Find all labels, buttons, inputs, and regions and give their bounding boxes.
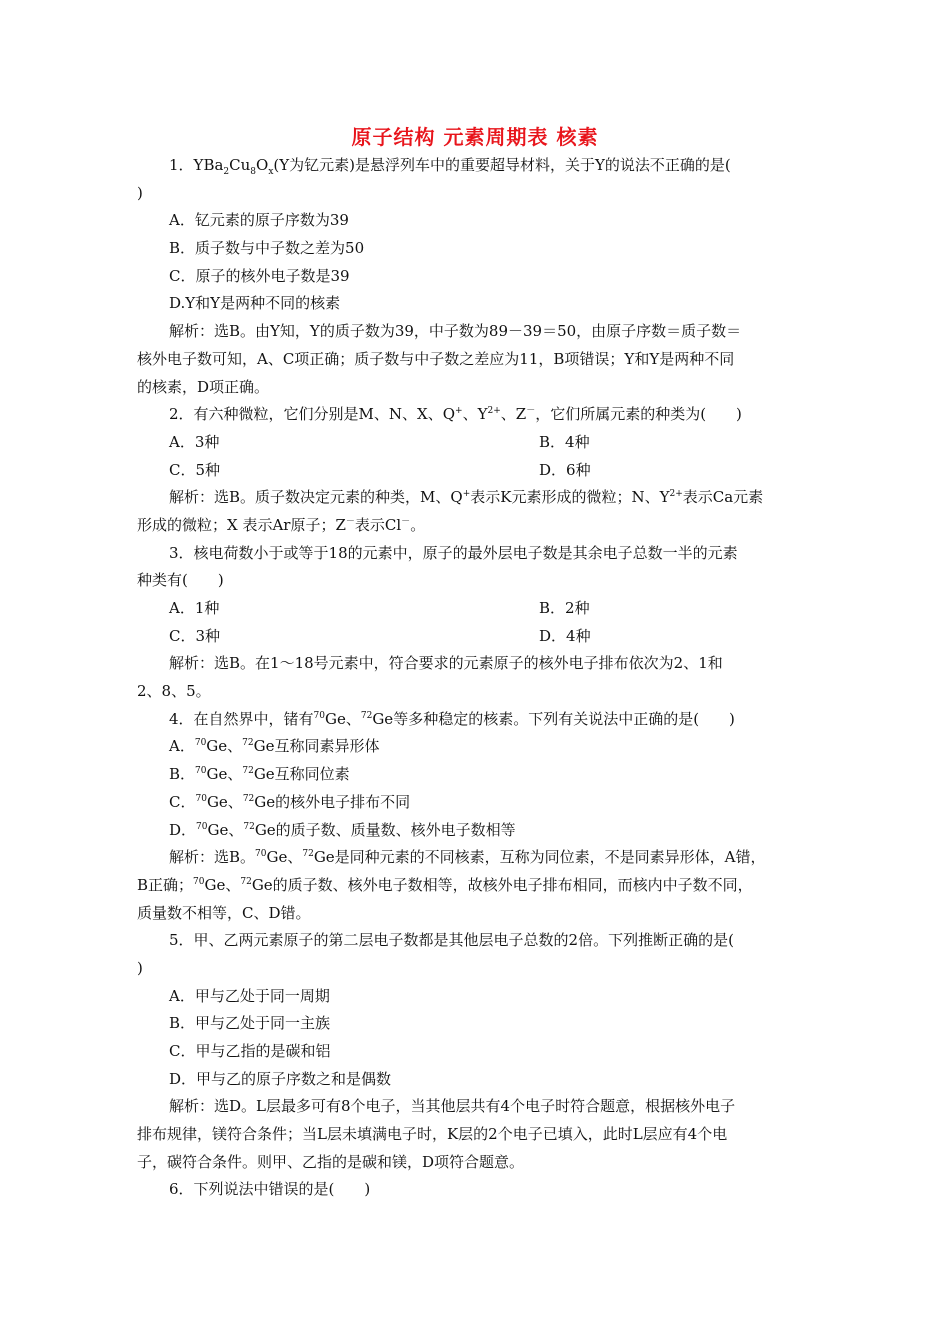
question-2-answer: 解析：选B。质子数决定元素的种类，M、Q+表示K元素形成的微粒；N、$Y^{2+}$表示Ca元素 <box>169 488 764 507</box>
question-3-answer: 解析：选B。在1～18号元素中，符合要求的元素原子的核外电子排布依次为2、1和 <box>169 654 723 673</box>
question-1-option-b: B．质子数与中子数之差为50 <box>169 239 365 258</box>
question-5-answer-cont: 子，碳符合条件。则甲、乙指的是碳和镁，D项符合题意。 <box>137 1152 525 1171</box>
question-5-option-b: B．甲与乙处于同一主族 <box>169 1014 331 1033</box>
question-4-stem: 4．在自然界中，锗有$^{70}$Ge、$^{72}$Ge等多种稳定的核素。下列有关说法中正确的是( ) <box>169 709 735 728</box>
question-3-stem-cont: 种类有( ) <box>137 571 224 590</box>
question-1-option-c: C．原子的核外电子数是39 <box>169 266 350 285</box>
question-3-options-row <box>137 623 817 651</box>
question-3-option-d: D．4种 <box>539 626 591 645</box>
question-3-option-c: C．3种 <box>169 626 221 645</box>
question-3-stem: 3．核电荷数小于或等于18的元素中，原子的最外层电子数是其余电子总数一半的元素 <box>169 543 738 562</box>
question-2-answer-cont: 形成的微粒；X 表示Ar原子；Z－表示Cl－。 <box>137 515 426 534</box>
question-3-answer-cont: 2、8、5。 <box>137 682 211 701</box>
question-1-answer-cont: 核外电子数可知，A、C项正确；质子数与中子数之差应为11，B项错误；Y和Y是两种不同 <box>137 349 735 368</box>
page-title: 原子结构 元素周期表 核素 <box>351 125 599 149</box>
question-5-option-d: D．甲与乙的原子序数之和是偶数 <box>169 1069 392 1088</box>
question-4-option-c: C．$^{70}$Ge、$^{72}$Ge的核外电子排布不同 <box>169 792 411 811</box>
question-4-option-d: D．$^{70}$Ge、$^{72}$Ge的质子数、质量数、核外电子数相等 <box>169 820 516 839</box>
question-1-stem-cont: ) <box>137 183 143 202</box>
question-6-stem: 6．下列说法中错误的是( ) <box>169 1180 371 1199</box>
question-1-stem: 1．$YBa_2Cu_8O_x(Y$为钇元素)是悬浮列车中的重要超导材料，关于Y的说法不正确的是( <box>169 156 731 177</box>
question-5-answer: 解析：选D。L层最多可有8个电子，当其他层共有4个电子时符合题意，根据核外电子 <box>169 1097 736 1116</box>
question-4-answer-cont: 质量数不相等，C、D错。 <box>137 903 311 922</box>
question-5-option-c: C．甲与乙指的是碳和铝 <box>169 1042 331 1060</box>
question-2-options-row <box>137 429 817 457</box>
question-2-option-a: A．3种 <box>169 432 220 451</box>
question-2-option-b: B．4种 <box>539 432 590 451</box>
question-4-option-a: A．$^{70}$Ge、$^{72}$Ge互称同素异形体 <box>169 737 380 756</box>
question-4-option-b: B．$^{70}$Ge、$^{72}$Ge互称同位素 <box>169 765 350 784</box>
question-2-option-d: D．6种 <box>539 460 591 479</box>
question-5-answer-cont: 排布规律，镁符合条件；当L层未填满电子时，K层的2个电子已填入，此时L层应有4个电 <box>137 1125 728 1144</box>
question-5-stem-cont: ) <box>137 958 143 977</box>
question-3-options-row <box>137 595 817 623</box>
question-5-stem: 5．甲、乙两元素原子的第二层电子数都是其他层电子总数的2倍。下列推断正确的是( <box>169 931 734 950</box>
question-4-answer-cont: B正确；$^{70}$Ge、$^{72}$Ge的质子数、核外电子数相等，故核外电子排布相同，而核内中子数不同， <box>137 875 753 894</box>
question-1-option-d: D.Y和Y是两种不同的核素 <box>169 294 341 313</box>
question-2-options-row <box>137 457 817 485</box>
question-2-option-c: C．5种 <box>169 460 221 479</box>
question-2-stem: 2．有六种微粒，它们分别是M、N、X、Q+、$Y^{2+}$、Z－，它们所属元素的种类为( ) <box>169 405 742 424</box>
question-5-option-a: A．甲与乙处于同一周期 <box>169 986 330 1005</box>
question-list <box>137 152 817 1204</box>
question-1-option-a: A．钇元素的原子序数为39 <box>169 211 349 230</box>
question-4-answer: 解析：选B。$^{70}$Ge、$^{72}$Ge是同种元素的不同核素，互称为同位素，不是同素异形体，A错， <box>169 848 766 867</box>
question-3-option-b: B．2种 <box>539 599 590 617</box>
question-3-option-a: A．1种 <box>169 599 220 617</box>
question-1-answer: 解析：选B。由Y知，Y的质子数为39，中子数为89－39＝50，由原子序数＝质子数＝ <box>169 322 742 341</box>
question-1-answer-cont: 的核素，D项正确。 <box>137 377 270 396</box>
